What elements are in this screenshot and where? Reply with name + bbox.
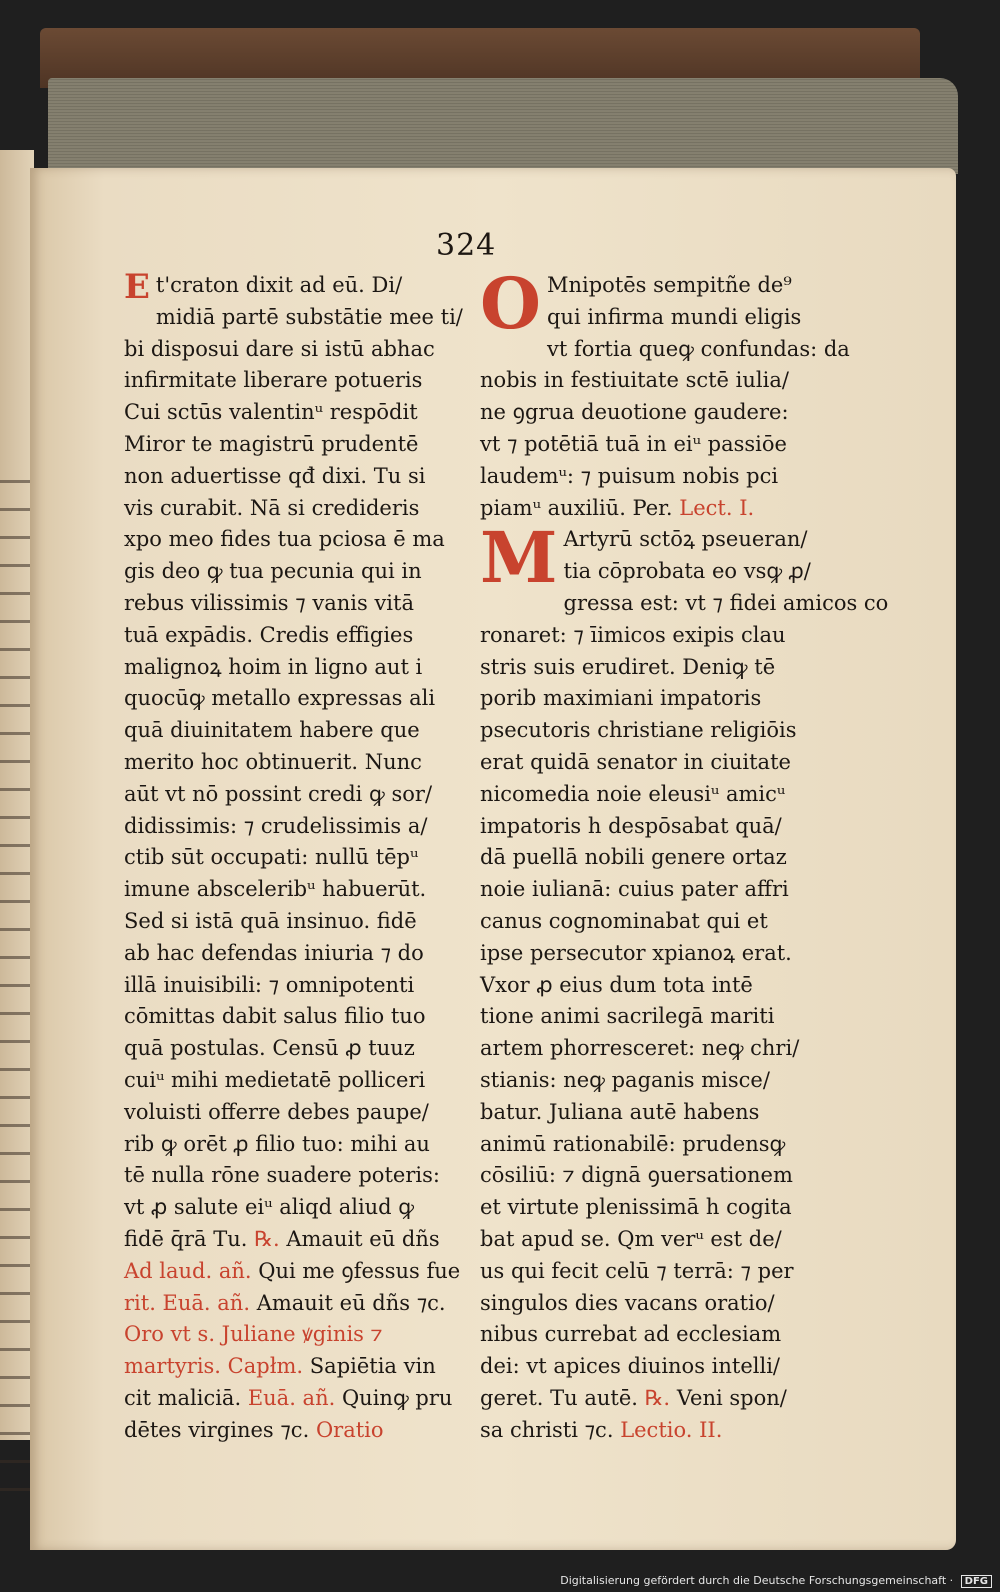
rubric-text: Oratio	[315, 1417, 384, 1442]
text-line: illā inuisibili: ⁊ omnipotenti	[124, 972, 415, 997]
text-line: nicomedia noie eleusiᵘ amicᵘ	[480, 781, 786, 806]
text-line: rib ꝙ orēt ꝓ filio tuo: mihi au	[124, 1131, 430, 1156]
text-line: gis deo ꝙ tua pecunia qui in	[124, 559, 422, 584]
text-line: canus cognominabat qui et	[480, 908, 768, 933]
line-text: geret. Tu autē.	[480, 1385, 638, 1410]
page-number: 324	[436, 228, 497, 263]
text-line: merito hoc obtinuerit. Nunc	[124, 749, 422, 774]
text-line: impatoris h despōsabat quā/	[480, 813, 782, 838]
text-line: didissimis: ⁊ crudelissimis a/	[124, 813, 428, 838]
text-line: imune absceleribᵘ habuerūt.	[124, 877, 427, 902]
right-column	[480, 262, 889, 1446]
text-line: Mnipotēs sempitñe de⁹	[546, 273, 792, 297]
text-line: Artyrū sctōꝝ pseueran/	[563, 527, 808, 552]
line-text: Qui me ꝯfessus fue	[258, 1258, 461, 1283]
left-column	[124, 267, 472, 1446]
text-line: bi disposui dare si istū abhac	[124, 336, 435, 361]
text-line: Vxor ꝓ eius dum tota intē	[480, 972, 753, 997]
text-line	[124, 1383, 472, 1415]
text-line: dei: vt apices diuinos intelli/	[480, 1354, 780, 1379]
line-text: Amauit eū dñs	[286, 1226, 440, 1251]
text-line: non aduertisse qđ dixi. Tu si	[124, 463, 426, 488]
facing-page-sliver	[0, 150, 34, 1440]
credit-text: Digitalisierung gefördert durch die Deutsche Forschungsgemeinschaft ·	[560, 1574, 954, 1587]
text-line: tē nulla rōne suadere poteris:	[124, 1163, 440, 1188]
text-line: us qui fecit celū ⁊ terrā: ⁊ per	[480, 1258, 794, 1283]
text-line	[480, 1415, 828, 1447]
text-line: vt ⁊ potētiā tuā in eiᵘ passiōe	[480, 431, 787, 456]
rubric-text: Ad laud. añ.	[124, 1258, 252, 1283]
text-line: quocūꝙ metallo expressas ali	[124, 686, 436, 711]
text-line: ab hac defendas iniuria ⁊ do	[124, 940, 424, 965]
line-text: Quinꝙ pru	[341, 1385, 453, 1410]
text-line: qui infirma mundi eligis	[546, 304, 802, 329]
line-text: Veni spon/	[676, 1385, 787, 1410]
text-line: laudemᵘ: ⁊ puisum nobis pci	[480, 463, 779, 488]
text-line: batur. Juliana autē habens	[480, 1099, 760, 1124]
text-line: singulos dies vacans oratio/	[480, 1290, 775, 1315]
text-line	[124, 1415, 472, 1447]
digitization-credit	[560, 1574, 992, 1588]
text-line: vis curabit. Nā si credideris	[124, 495, 420, 520]
line-text: piamᵘ auxiliū. Per.	[480, 495, 673, 520]
text-line	[124, 1224, 472, 1256]
text-line: infirmitate liberare potueris	[124, 368, 423, 393]
text-line: xpo meo fides tua pciosa ē ma	[124, 527, 445, 552]
text-line: malignoꝝ hoim in ligno aut i	[124, 654, 423, 679]
text-line: gressa est: vt ⁊ fidei amicos co	[563, 590, 889, 615]
text-line: Cui sctūs valentinᵘ respōdit	[124, 400, 418, 425]
rubric-text: ℞.	[254, 1226, 280, 1251]
text-line	[124, 267, 472, 307]
drop-initial: E	[124, 267, 150, 307]
rubric-text: ℞.	[644, 1385, 671, 1410]
text-line	[124, 1288, 472, 1320]
text-line: quā postulas. Censū ꝓ tuuz	[124, 1036, 415, 1061]
text-line: ne ꝯgrua deuotione gaudere:	[480, 400, 789, 425]
text-line	[124, 1351, 472, 1383]
text-line: et virtute plenissimā h cogita	[480, 1195, 792, 1220]
line-text: cit maliciā.	[124, 1385, 242, 1410]
dfg-logo: DFG	[961, 1575, 992, 1588]
text-line: rebus vilissimis ⁊ vanis vitā	[124, 590, 414, 615]
line-text: Amauit eū dñs ⁊c.	[256, 1290, 446, 1315]
rubric-text: martyris. Capłm.	[124, 1354, 304, 1379]
text-line: ipse persecutor xpianoꝝ erat.	[480, 940, 792, 965]
text-line	[124, 1319, 472, 1351]
text-line: psecutoris christiane religiōis	[480, 718, 797, 743]
line-text: Sapiētia vin	[309, 1354, 436, 1379]
text-line: aūt vt nō possint credi ꝙ sor/	[124, 781, 433, 806]
text-line: quā diuinitatem habere que	[124, 718, 420, 743]
rubric-text: Lectio. II.	[620, 1417, 723, 1442]
line-text: sa christi ⁊c.	[480, 1417, 614, 1442]
text-line: midiā partē substātie mee ti/	[155, 304, 463, 329]
drop-initial: O	[480, 262, 541, 345]
drop-initial: M	[480, 516, 558, 600]
text-line: nibus currebat ad ecclesiam	[480, 1322, 782, 1347]
text-line: artem phorresceret: neꝙ chri/	[480, 1036, 800, 1061]
text-line	[480, 1383, 828, 1415]
rubric-text: Lect. I.	[679, 495, 755, 520]
text-line: nobis in festiuitate sctē iulia/	[480, 368, 789, 393]
line-text: fidē q̄rā Tu.	[124, 1226, 248, 1251]
text-line: noie iulianā: cuius pater affri	[480, 877, 789, 902]
rubric-text: Oro vt s. Juliane ꝟginis ⁊	[124, 1322, 383, 1347]
text-line: ronaret: ⁊ īimicos exipis clau	[480, 622, 786, 647]
text-line: tione animi sacrilegā mariti	[480, 1004, 775, 1029]
line-text: dētes virgines ⁊c.	[124, 1417, 310, 1442]
rubric-text: Euā. añ.	[247, 1385, 336, 1410]
text-line: stianis: neꝙ paganis misce/	[480, 1067, 770, 1092]
page-edges	[48, 78, 958, 174]
text-line: animū rationabilē: prudensꝙ	[480, 1131, 786, 1156]
text-line: cōsiliū: ⁊ dignā ꝯuersationem	[480, 1163, 793, 1188]
text-line: dā puellā nobili genere ortaz	[480, 845, 787, 870]
text-line: voluisti offerre debes paupe/	[124, 1099, 429, 1124]
text-line: erat quidā senator in ciuitate	[480, 749, 791, 774]
text-line: stris suis erudiret. Deniꝙ tē	[480, 654, 776, 679]
text-line	[124, 1256, 472, 1288]
text-line: vt ꝓ salute eiᵘ aliqd aliud ꝙ	[124, 1195, 415, 1220]
text-line: porib maximiani impatoris	[480, 686, 762, 711]
text-line	[480, 493, 828, 525]
text-line: tuā expādis. Credis effigies	[124, 622, 414, 647]
text-line: tia cōprobata eo vsꝙ ꝓ/	[563, 559, 811, 584]
text-line: cōmittas dabit salus filio tuo	[124, 1004, 426, 1029]
text-line: bat apud se. Qm verᵘ est de/	[480, 1226, 782, 1251]
text-line: Miror te magistrū prudentē	[124, 431, 419, 456]
facing-page-text	[0, 480, 32, 1510]
text-line: Sed si istā quā insinuo. fidē	[124, 908, 417, 933]
text-line: vt fortia queꝙ confundas: da	[546, 336, 850, 361]
text-line: ctib sūt occupati: nullū tēpᵘ	[124, 845, 419, 870]
rubric-text: rit. Euā. añ.	[124, 1290, 250, 1315]
line-text: t'craton dixit ad eū. Di/	[155, 273, 403, 297]
text-line: cuiᵘ mihi medietatē polliceri	[124, 1067, 426, 1092]
